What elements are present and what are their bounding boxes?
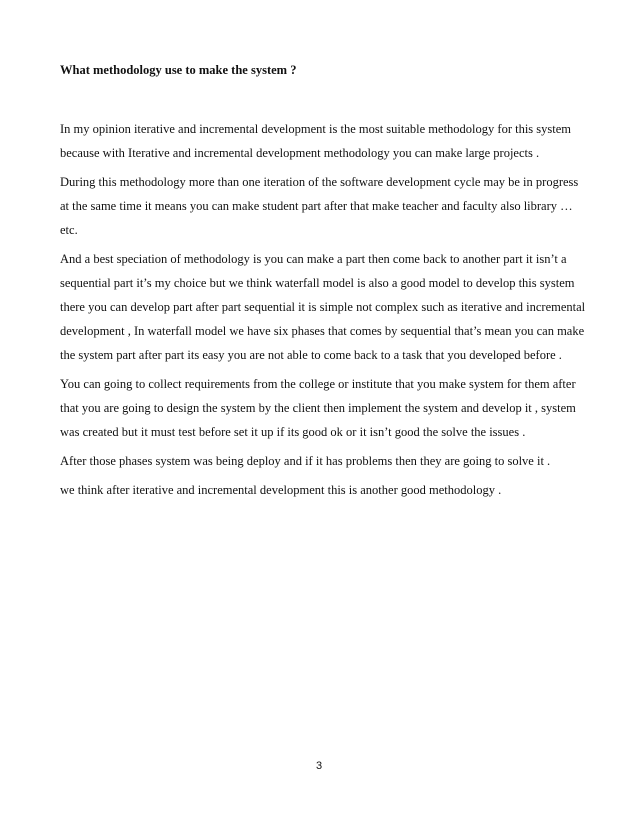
paragraph-3: And a best speciation of methodology is you can make a part then come back to another part it isn’t a sequential part it’s my choice but we think waterfall model is also a good model to develop this system there you can develop part after part sequential it is simple not complex such as iterative and incremental development , In waterfall model we have six phases that comes by sequential that’s mean you can make the system part after part its easy you are not able to come back to a task that you developed before . [60,252,586,362]
paragraph-1: In my opinion iterative and incremental development is the most suitable methodology for this system because with Iterative and incremental development methodology you can make large projects . [60,122,572,160]
paragraph-4: You can going to collect requirements from the college or institute that you make system for them after that you are going to design the system by the client then implement the system and develop it , system was created but it must test before set it up if its good ok or it isn’t good the solve the issues . [60,377,576,439]
paragraph-5: After those phases system was being deploy and if it has problems then they are going to solve it . [60,454,551,468]
page-number: 3 [315,760,323,772]
paragraph-6: we think after iterative and incremental development this is another good methodology . [60,483,502,497]
paragraph-2: During this methodology more than one iteration of the software development cycle may be in progress at the same time it means you can make student part after that make teacher and faculty also library …etc. [60,175,579,237]
body-text [60,117,590,507]
section-heading: What methodology use to make the system ? [60,63,297,77]
